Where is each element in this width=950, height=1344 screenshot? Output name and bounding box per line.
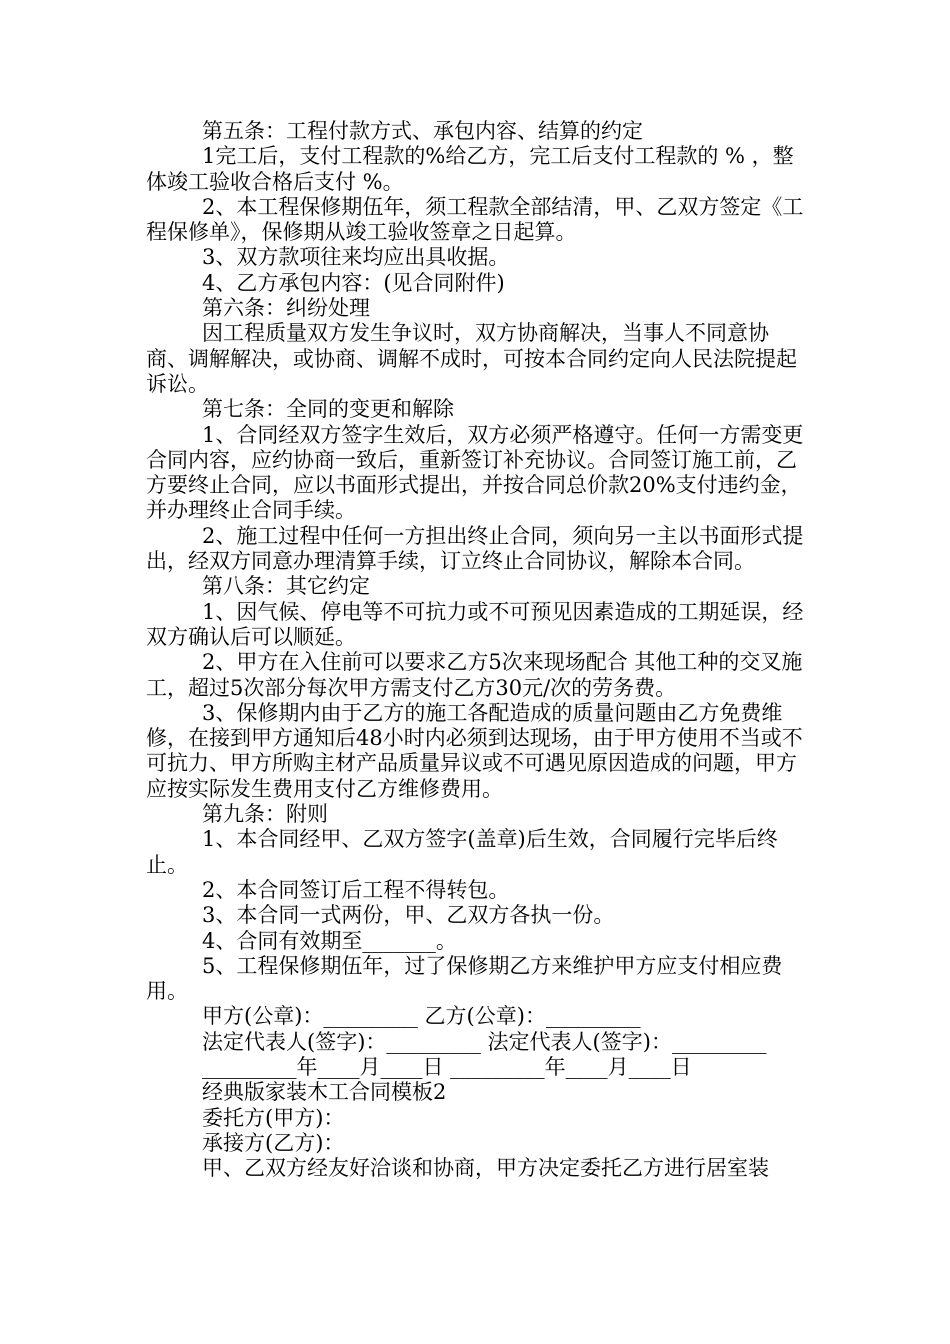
signature-line-representative: 法定代表人(签字)：_________ 法定代表人(签字)：_________ [202, 1029, 767, 1054]
party-a-line: 委托方(甲方)： [202, 1105, 345, 1130]
paragraph: 第六条：纠纷处理 [202, 296, 370, 321]
paragraph: 甲、乙双方经友好洽谈和协商，甲方决定委托乙方进行居室装 [202, 1156, 769, 1181]
paragraph: 1、本合同经甲、乙双方签字(盖章)后生效，合同履行完毕后终止。 [146, 827, 778, 877]
paragraph: 1、合同经双方签字生效后，双方必须严格遵守。任何一方需变更合同内容，应约协商一致后，重新签订补充协议。合同签订施工前，乙方要终止合同，应以书面形式提出，并按合同总价款20%支付违约金，并办理终止合同手续。 [146, 422, 804, 523]
paragraph: 4、合同有效期至_______。 [202, 928, 457, 953]
paragraph: 5、工程保修期伍年，过了保修期乙方来维护甲方应支付相应费用。 [146, 953, 783, 1004]
paragraph: 第九条：附则 [202, 802, 328, 827]
paragraph: 2、本合同签订后工程不得转包。 [202, 877, 510, 902]
paragraph: 3、保修期内由于乙方的施工各配造成的质量问题由乙方免费维修，在接到甲方通知后48小时内必须到达现场，由于甲方使用不当或不可抗力、甲方所购主材产品质量异议或不可遇见原因造成的问题，甲方应按实际发生费用支付乙方维修费用。 [146, 700, 803, 801]
paragraph: 3、双方款项往来均应出具收据。 [202, 245, 510, 270]
section-title: 经典版家装木工合同模板2 [202, 1080, 447, 1105]
signature-line-seal: 甲方(公章)：_________ 乙方(公章)：_________ [202, 1004, 641, 1029]
paragraph: 4、乙方承包内容：(见合同附件) [202, 270, 505, 295]
paragraph: 1完工后，支付工程款的%给乙方，完工后支付工程款的 % ，整体竣工验收合格后支付 %。 [146, 144, 794, 194]
party-b-line: 承接方(乙方)： [202, 1130, 345, 1155]
paragraph: 因工程质量双方发生争议时，双方协商解决，当事人不同意协商、调解解决，或协商、调解不成时，可按本合同约定向人民法院提起诉讼。 [146, 321, 797, 396]
signature-line-date: _________年____月____日 _________年____月____日 [202, 1054, 692, 1079]
paragraph: 2、本工程保修期伍年，须工程款全部结清，甲、乙双方签定《工程保修单》，保修期从竣工验收签章之日起算。 [146, 194, 804, 245]
paragraph: 第八条：其它约定 [202, 574, 370, 599]
paragraph: 2、甲方在入住前可以要求乙方5次来现场配合 其他工种的交叉施工，超过5次部分每次甲方需支付乙方30元/次的劳务费。 [146, 650, 803, 700]
paragraph: 3、本合同一式两份，甲、乙双方各执一份。 [202, 903, 615, 928]
paragraph: 第七条：全同的变更和解除 [202, 397, 454, 422]
paragraph: 第五条：工程付款方式、承包内容、结算的约定 [202, 119, 643, 143]
paragraph: 2、施工过程中任何一方担出终止合同，须向另一主以书面形式提出，经双方同意办理清算手续，订立终止合同协议，解除本合同。 [146, 523, 804, 574]
contract-document [146, 119, 810, 1181]
paragraph: 1、因气候、停电等不可抗力或不可预见因素造成的工期延误，经双方确认后可以顺延。 [146, 599, 804, 649]
